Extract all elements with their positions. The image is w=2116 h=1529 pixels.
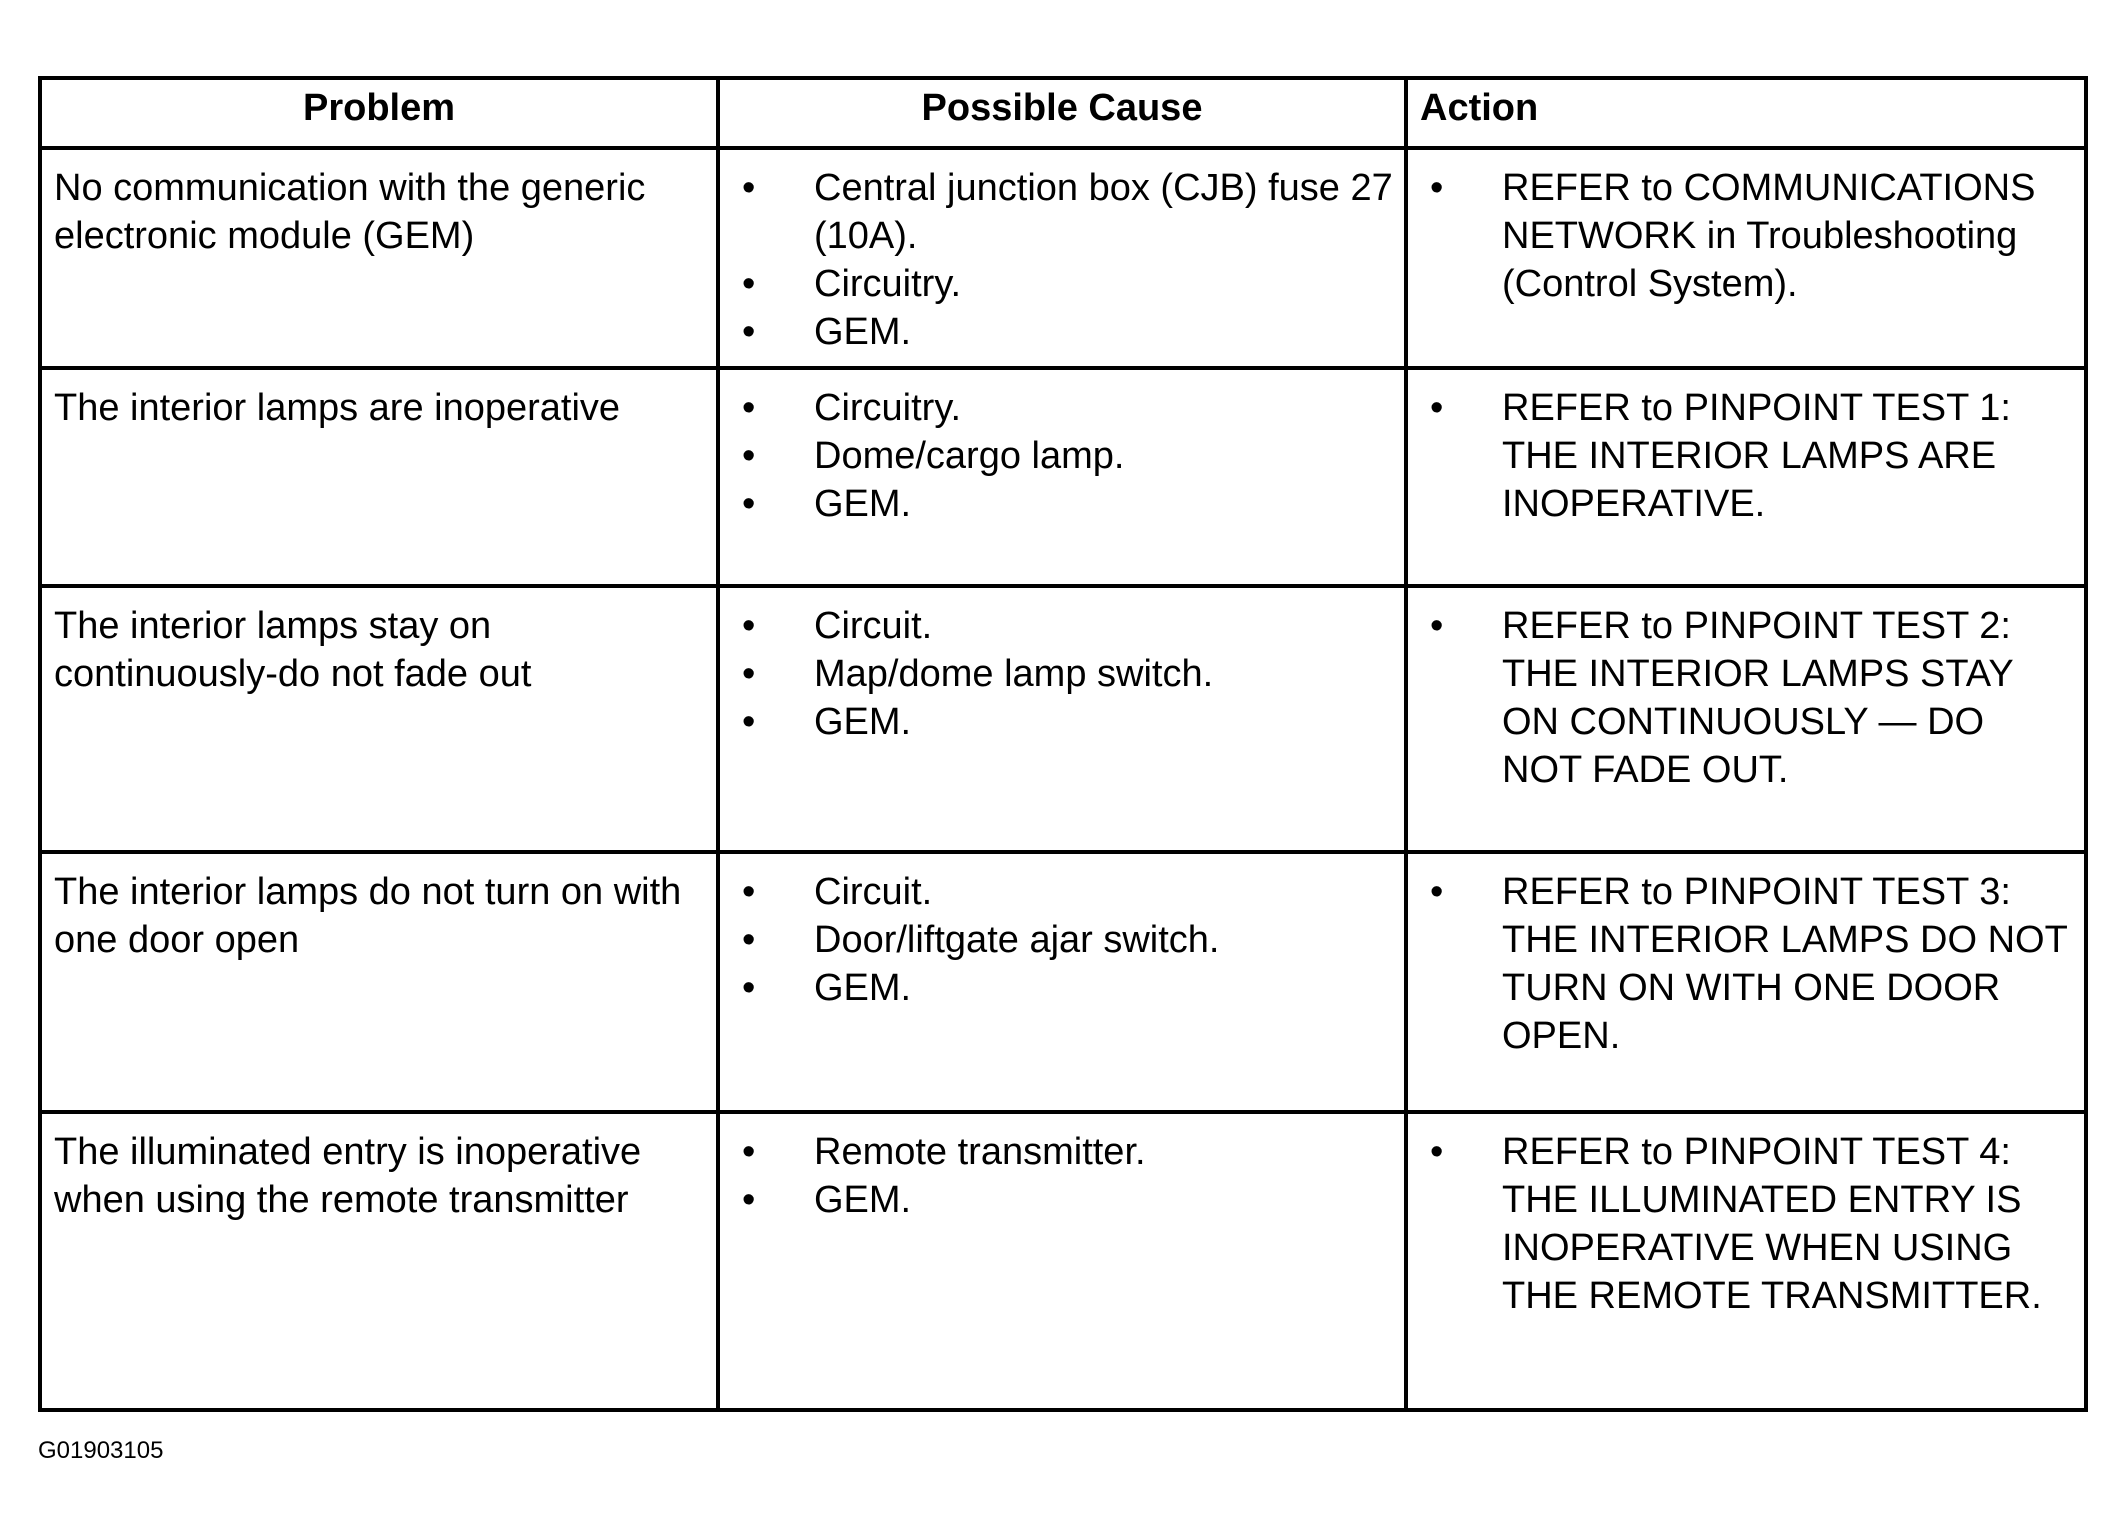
- action-item: • REFER to PINPOINT TEST 4: THE ILLUMINATED ENTRY IS INOPERATIVE WHEN USING THE REMOTE TRANSMITTER.: [1420, 1128, 2074, 1320]
- symptom-chart-table: [38, 76, 2088, 1412]
- action-cell: [1406, 368, 2086, 586]
- cause-item: • Circuitry.: [732, 384, 1394, 432]
- cause-item: • Circuit.: [732, 868, 1394, 916]
- problem-cell: The interior lamps do not turn on with one door open: [40, 852, 718, 1112]
- header-row: [40, 78, 2086, 148]
- action-list: [1420, 384, 2074, 528]
- action-cell: [1406, 1112, 2086, 1410]
- cause-list: [732, 164, 1394, 356]
- problem-cell: No communication with the generic electronic module (GEM): [40, 148, 718, 368]
- action-list: [1420, 164, 2074, 308]
- cause-cell: [718, 368, 1406, 586]
- table-row: [40, 586, 2086, 852]
- cause-list: [732, 602, 1394, 746]
- cause-item: • GEM.: [732, 480, 1394, 528]
- cause-cell: [718, 586, 1406, 852]
- header-possible-cause: Possible Cause: [718, 78, 1406, 148]
- action-list: [1420, 602, 2074, 794]
- action-list: [1420, 868, 2074, 1060]
- cause-item: • Central junction box (CJB) fuse 27 (10A).: [732, 164, 1394, 260]
- cause-list: [732, 1128, 1394, 1224]
- problem-cell: The interior lamps are inoperative: [40, 368, 718, 586]
- table-row: [40, 1112, 2086, 1410]
- action-cell: [1406, 586, 2086, 852]
- cause-item: • GEM.: [732, 698, 1394, 746]
- action-list: [1420, 1128, 2074, 1320]
- problem-cell: The interior lamps stay on continuously-do not fade out: [40, 586, 718, 852]
- action-item: • REFER to PINPOINT TEST 1: THE INTERIOR LAMPS ARE INOPERATIVE.: [1420, 384, 2074, 528]
- cause-item: • GEM.: [732, 964, 1394, 1012]
- cause-item: • Map/dome lamp switch.: [732, 650, 1394, 698]
- cause-list: [732, 384, 1394, 528]
- cause-item: • GEM.: [732, 1176, 1394, 1224]
- action-cell: [1406, 148, 2086, 368]
- diagnostic-table-container: [38, 76, 2084, 1412]
- action-item: • REFER to COMMUNICATIONS NETWORK in Troubleshooting (Control System).: [1420, 164, 2074, 308]
- cause-item: • Circuit.: [732, 602, 1394, 650]
- cause-item: • Remote transmitter.: [732, 1128, 1394, 1176]
- cause-cell: [718, 148, 1406, 368]
- cause-cell: [718, 1112, 1406, 1410]
- cause-item: • Door/liftgate ajar switch.: [732, 916, 1394, 964]
- table-row: [40, 852, 2086, 1112]
- action-item: • REFER to PINPOINT TEST 2: THE INTERIOR LAMPS STAY ON CONTINUOUSLY — DO NOT FADE OUT.: [1420, 602, 2074, 794]
- cause-item: • GEM.: [732, 308, 1394, 356]
- cause-item: • Dome/cargo lamp.: [732, 432, 1394, 480]
- header-action: Action: [1406, 78, 2086, 148]
- cause-list: [732, 868, 1394, 1012]
- figure-id-label: G01903105: [38, 1437, 164, 1464]
- action-item: • REFER to PINPOINT TEST 3: THE INTERIOR LAMPS DO NOT TURN ON WITH ONE DOOR OPEN.: [1420, 868, 2074, 1060]
- problem-cell: The illuminated entry is inoperative when using the remote transmitter: [40, 1112, 718, 1410]
- action-cell: [1406, 852, 2086, 1112]
- cause-cell: [718, 852, 1406, 1112]
- table-row: [40, 368, 2086, 586]
- cause-item: • Circuitry.: [732, 260, 1394, 308]
- table-row: [40, 148, 2086, 368]
- header-problem: Problem: [40, 78, 718, 148]
